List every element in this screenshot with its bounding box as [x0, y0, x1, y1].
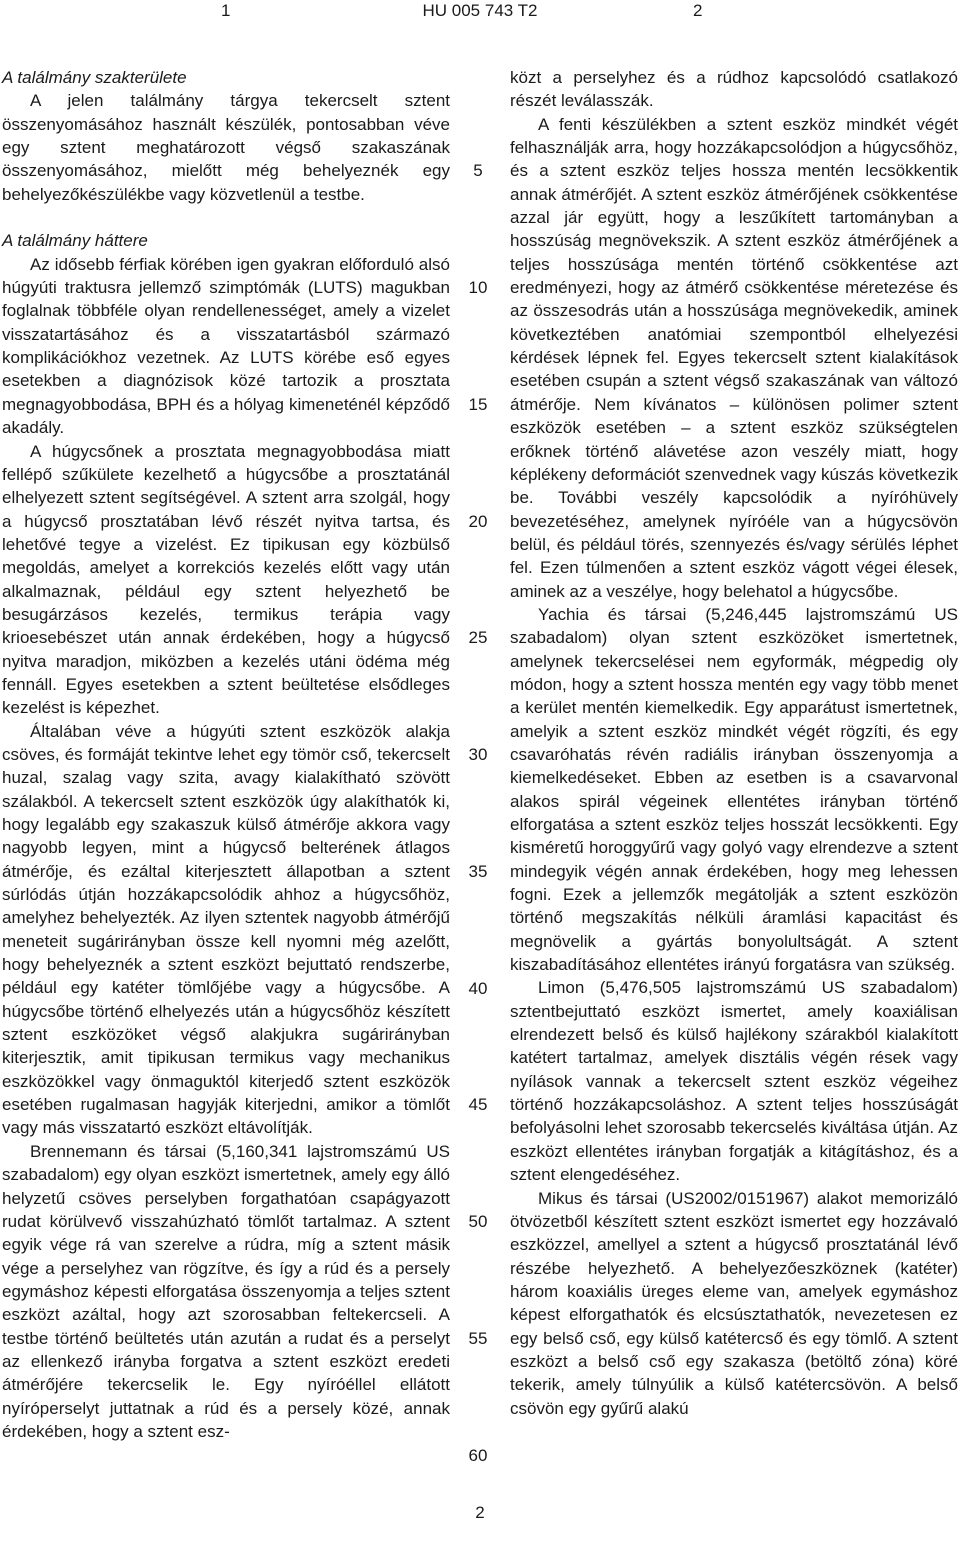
- left-page-number: 1: [221, 1, 231, 20]
- line-number: 60: [468, 1445, 488, 1465]
- page-footer-number: 2: [475, 1503, 485, 1522]
- paragraph-yachia: Yachia és társai (5,246,445 lajstromszámú US szabadalom) olyan sztent eszközöket ismertetnek, amelynek tekercselései nem egyformák, mégpedig oly módon, hogy a sztent hossza mentén egy vagy több menet a kerület mentén kiemelkedik. Egy apparátust ismertetnek, amelyik a sztent eszköz mindkét végét rögzíti, és egy csavaróhatás révén radiális irányban összenyomja a kiemelkedéseket. Ebben az esetben is a csavarvonal alakos spirál végeinek ellentétes irányban történő elforgatása a sztent eszköz teljes hosszát lecsökkenti. Egy kisméretű horoggyűrű vagy golyó vagy elrendezve a sztent mindegyik végén annak érdekében, hogy meg lehessen fogni. Ezek a jellemzők megátolják a sztent eszközön történő megszakítás nélküli áramlási kapacitást és megnövelik a gyártás bonyolultságát. A sztent kiszabadításához ellentétes irányú forgatásra van szükség.: [510, 604, 958, 975]
- paragraph-luts: Az idősebb férfiak körében igen gyakran előforduló alsó húgyúti traktusra jellemző szimptómák (LUTS) magukban foglalnak többféle olyan rendellenességet, amely a vizelet visszatartásához és a visszatartásból származó komplikációkhoz vezetnek. Az LUTS körébe eső egyes esetekben a diagnózisok közé tartozik a prosztata megnagyobbodása, BPH és a hólyag kimeneténél képződő akadály.: [2, 254, 450, 438]
- paragraph-brennemann: Brennemann és társai (5,160,341 lajstromszámú US szabadalom) egy olyan eszközt ismertetnek, amely egy álló helyzetű csöves perselyben forgathatóan csapágyazott rudat körülvevő visszahúzható tömlőt tartalmaz. A sztent egyik vége rá van szerelve a rúdra, míg a sztent másik vége a perselyhez van rögzítve, és így a rúd és a persely egymáshoz képesti elforgatása összenyomja a teljes sztent eszközt azáltal, hogy azt szorosabban feltekercseli. A testbe történő beültetés után azután a rudat és a perselyt az ellenkező irányba forgatva a sztent eszközt eredeti átmérőjére tekercselik le. Egy nyíróéllel ellátott nyíróperselyt juttatnak a rúd és a persely közé, annak érdekében, hogy a sztent esz-: [2, 1141, 450, 1441]
- line-number: 45: [468, 1095, 488, 1115]
- left-column: [2, 66, 450, 1443]
- line-number: 50: [468, 1212, 488, 1232]
- right-column: [510, 66, 958, 1420]
- section-heading-background: A találmány háttere: [2, 231, 148, 251]
- paragraph-limon: Limon (5,476,505 lajstromszámú US szabadalom) sztentbejuttató eszközt ismertet, amely koaxiálisan elrendezett belső és külső hajlékony szárakból kialakított katétert tartalmaz, amelyek disztális végén rések vagy nyílások vannak a tekercselt sztent eszköz végeihez történő hozzákapcsoláshoz. A sztent teljes hosszúságát befolyásolni lehet szorosabb tekercselés kiváltása útján. Az eszközt ellentétes irányban forgatják a kitágításhoz, és a sztent elengedéséhez.: [510, 978, 958, 1185]
- line-number: 5: [473, 161, 483, 181]
- paragraph-device-drawbacks: A fenti készülékben a sztent eszköz mindkét végét felhasználják arra, hogy hozzákapcsolódjon a húgycsőhöz, és a sztent eszköz teljes hossza mentén lecsökkentik annak átmérőjét. A sztent eszköz átmérőjének csökkentése azzal jár együtt, hogy a leszűkített tartományban a hosszúság megnövekszik. A sztent eszköz átmérőjének a teljes hosszúsága mentén történő csökkentése azt eredményezi, hogy az átmérő csökkentése méretezése és az összesodrás után a hosszúsága megnövekedik, aminek következtében anatómiai szempontból elhelyezési kérdések lépnek fel. Egyes tekercselt sztent kialakítások esetében csupán a sztent végső szakaszának van változó átmérője. Nem kívánatos – különösen polimer sztent eszközök esetében – a sztent eszköz szükségtelen erőknek történő alávetése azon veszély miatt, hogy képlékeny deformációt szenvednek vagy kúszás következik be. További veszély kapcsolódik a nyíróhüvely bevezetéséhez, amelynek nyíróéle van a húgycsövön belül, és például törés, szennyezés és/vagy sérülés léphet fel. Ezen túlmenően a sztent eszköz vágott végei élesek, aminek az a veszélye, hogy belehatol a húgycsőbe.: [510, 114, 958, 601]
- line-number: 30: [468, 745, 488, 765]
- line-number: 55: [468, 1328, 488, 1348]
- line-number: 40: [468, 978, 488, 998]
- page-header: [0, 0, 960, 22]
- section-heading-field: A találmány szakterülete: [2, 68, 187, 87]
- line-number: 20: [468, 511, 488, 531]
- document-number: HU 005 743 T2: [422, 1, 538, 20]
- paragraph-field: A jelen találmány tárgya tekercselt sztent összenyomásához használt készülék, pontosabban véve egy sztent meghatározott végső szakaszának összenyomásához, mielőtt még behelyeznék egy behelyezőkészülékbe vagy közvetlenül a testbe.: [2, 91, 450, 204]
- paragraph-stent-use: A húgycsőnek a prosztata megnagyobbodása miatt fellépő szűkülete kezelhető a húgycsőbe a prosztatánál elhelyezett sztent segítségével. A sztent arra szolgál, hogy a húgycső prosztatában lévő részét nyitva tartsa, és lehetővé tegye a vizelést. Ez tipikusan egy közbülső megoldás, amelyet a korrekciós kezelés előtt vagy után alkalmaznak, például egy sztent helyezhető be besugárzásos kezelés, termikus terápia vagy krioesebészet után annak érdekében, hogy a húgycső nyitva maradjon, miközben a kezelés utáni ödéma még fennáll. Egyes esetekben a sztent beültetése elsődleges kezelést is képezhet.: [2, 441, 450, 718]
- line-number: 15: [468, 394, 488, 414]
- line-number: 35: [468, 861, 488, 881]
- paragraph-stent-shapes: Általában véve a húgyúti sztent eszközök alakja csöves, és formáját tekintve lehet egy tömör cső, tekercselt huzal, szalag vagy szita, avagy kialakítható szövött szálakból. A tekercselt sztent eszközök úgy alakíthatók ki, hogy legalább egy szakaszuk külső átmérője akkora vagy nagyobb legyen, mint a húgycső belterének átlagos átmérője, és ezáltal kiterjesztett állapotban a sztent súrlódás útján hozzákapcsolódik ahhoz a húgycsőhöz, amelyhez behelyezték. Az ilyen sztentek nagyobb átmérőjű meneteit sugárirányban össze kell nyomni még azelőtt, hogy behelyeznék a sztent eszközt bejuttató rendszerbe, például egy katéter tömlőjébe vagy a húgycsőbe. A húgycsőbe történő elhelyezés után a húgycsőhöz készített sztent eszközöket végső alakjukra sugárirányban kiterjesztik, amit tipikusan termikus vagy mechanikus eszközökkel vagy önmaguktól kiterjedő sztent eszközök esetében rugalmasan hagyják kiterjedni, amikor a tömlőt vagy más visszatartó eszközt eltávolítják.: [2, 721, 450, 1138]
- right-page-number: 2: [693, 1, 703, 20]
- line-number: 25: [468, 628, 488, 648]
- line-number: 10: [468, 278, 488, 298]
- paragraph-mikus: Mikus és társai (US2002/0151967) alakot memorizáló ötvözetből készített sztent eszközt ismertet egy hozzávaló eszközzel, amellyel a sztent a húgycső prosztatánál lévő részébe helyezhető. A behelyezőeszköznek (katéter) három koaxiális üreges eleme van, amelyek egymáshoz képest elforgathatók és elcsúsztathatók, nevezetesen ez egy belső cső, egy külső katétercső és egy tömlő. A sztent eszközt a belső cső egy szakasza (betöltő zóna) köré tekerik, amely túlnyúlik a külső katétercsövön. A belső csövön egy gyűrű alakú: [510, 1188, 958, 1418]
- line-number-gutter: [456, 66, 500, 1486]
- paragraph-continuation: közt a perselyhez és a rúdhoz kapcsolódó csatlakozó részét leválasszák.: [510, 68, 958, 111]
